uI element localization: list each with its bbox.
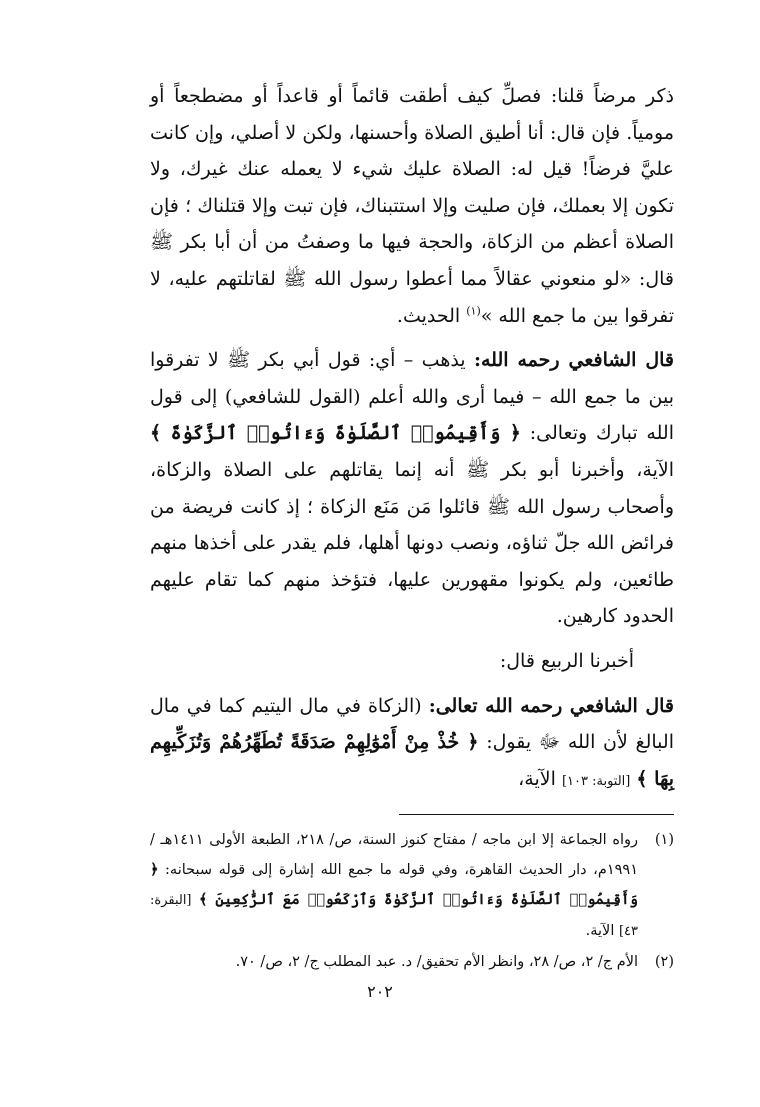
footnote-divider	[399, 814, 674, 815]
footnote-number: (٢)	[654, 954, 674, 970]
paragraph-text: يذهب – أي: قول أبي بكر ﷺ لا تفرقوا بين ما جمع الله – فيما أرى والله أعلم (القول للشافعي) إلى قول الله تبارك وتعالى:	[150, 349, 674, 445]
narrator-text: أخبرنا الربيع قال:	[499, 649, 634, 672]
footnote-body	[150, 825, 638, 947]
main-text	[150, 78, 674, 800]
paragraph-prayer-obligation	[150, 78, 674, 334]
footnote-1	[150, 825, 674, 947]
paragraph-tail: الحديث.	[396, 304, 467, 327]
footnote-2	[150, 947, 674, 977]
paragraph-text: ذكر مرضاً قلنا: فصلِّ كيف أطقت قائماً أو قاعداً أو مضطجعاً أو مومياً. فإن قال: أنا أطيق الصلاة وأحسنها، ولكن لا أصلي، وإن كانت عليَّ فرضاً! قيل له: الصلاة عليك شيء لا يعمله عنك غيرك، ولا تكون إلا بعملك، فإن صليت وإلا استتبناك، فإن تبت وإلا قتلناك ؛ فإن الصلاة أعظم من الزكاة، والحجة فيها ما وصفتُ من أن أبا بكر ﷺ قال: «لو منعوني عقالاً مما أعطوا رسول الله ﷺ لقاتلتهم عليه، لا تفرقوا بين ما جمع الله »	[150, 85, 674, 327]
verse-reference: [التوبة: ١٠٣]	[561, 773, 631, 789]
quran-verse: ﴿ وَأَقِيمُوا۟ ٱلصَّلَوٰةَ وَءَاتُوا۟ ٱلزَّكَوٰةَ وَٱرْكَعُوا۟ مَعَ ٱلرَّٰكِعِينَ ﴾	[150, 861, 638, 908]
paragraph-orphan-zakat	[150, 688, 674, 801]
footnote-text: رواه الجماعة إلا ابن ماجه / مفتاح كنوز السنة، ص/ ٢١٨، الطبعة الأولى ١٤١١هـ / ١٩٩١م، دار الحديث القاهرة، وفي قوله ما جمع الله إشارة إلى قوله سبحانه:	[150, 832, 638, 878]
page-number: ٢٠٢	[367, 982, 393, 1001]
speaker-lead: قال الشافعي رحمه الله:	[473, 349, 674, 372]
paragraph-shafii-commentary	[150, 342, 674, 635]
verse-reference: [البقرة: ٤٣]	[150, 893, 638, 939]
footnotes	[150, 825, 674, 977]
paragraph-narrator	[150, 643, 674, 680]
quran-verse: ﴿ خُذْ مِنْ أَمْوَٰلِهِمْ صَدَقَةً تُطَهِّرُهُمْ وَتُزَكِّيهِم بِهَا ﴾	[150, 731, 674, 790]
footnote-ref-1[interactable]: (١)	[466, 304, 481, 318]
quran-verse: ﴿ وَأَقِيمُوا۟ ٱلصَّلَوٰةَ وَءَاتُوا۟ ٱلزَّكَوٰةَ ﴾	[150, 422, 521, 445]
footnote-text: الأم ج/ ٢، ص/ ٢٨، وانظر الأم تحقيق/ د. عبد المطلب ج/ ٢، ص/ ٧٠.	[235, 954, 638, 970]
paragraph-text: (الزكاة في مال اليتيم كما في مال البالغ لأن الله ﷻ يقول:	[150, 694, 674, 754]
footnote-number: (١)	[654, 832, 674, 848]
paragraph-tail: الآية،	[518, 767, 562, 790]
footnote-tail: الآية.	[585, 923, 619, 939]
speaker-lead: قال الشافعي رحمه الله تعالى:	[428, 694, 674, 717]
paragraph-text-continued: الآية، وأخبرنا أبو بكر ﷺ أنه إنما يقاتلهم على الصلاة والزكاة، وأصحاب رسول الله ﷺ قائلوا مَن مَنَع الزكاة ؛ إذ كانت فريضة من فرائض الله جلّ ثناؤه، ونصب دونها أهلها، فلم يقدر على أخذها منهم طائعين، ولم يكونوا مقهورين عليها، فتؤخذ منهم كما تقام عليهم الحدود كارهين.	[150, 458, 674, 628]
